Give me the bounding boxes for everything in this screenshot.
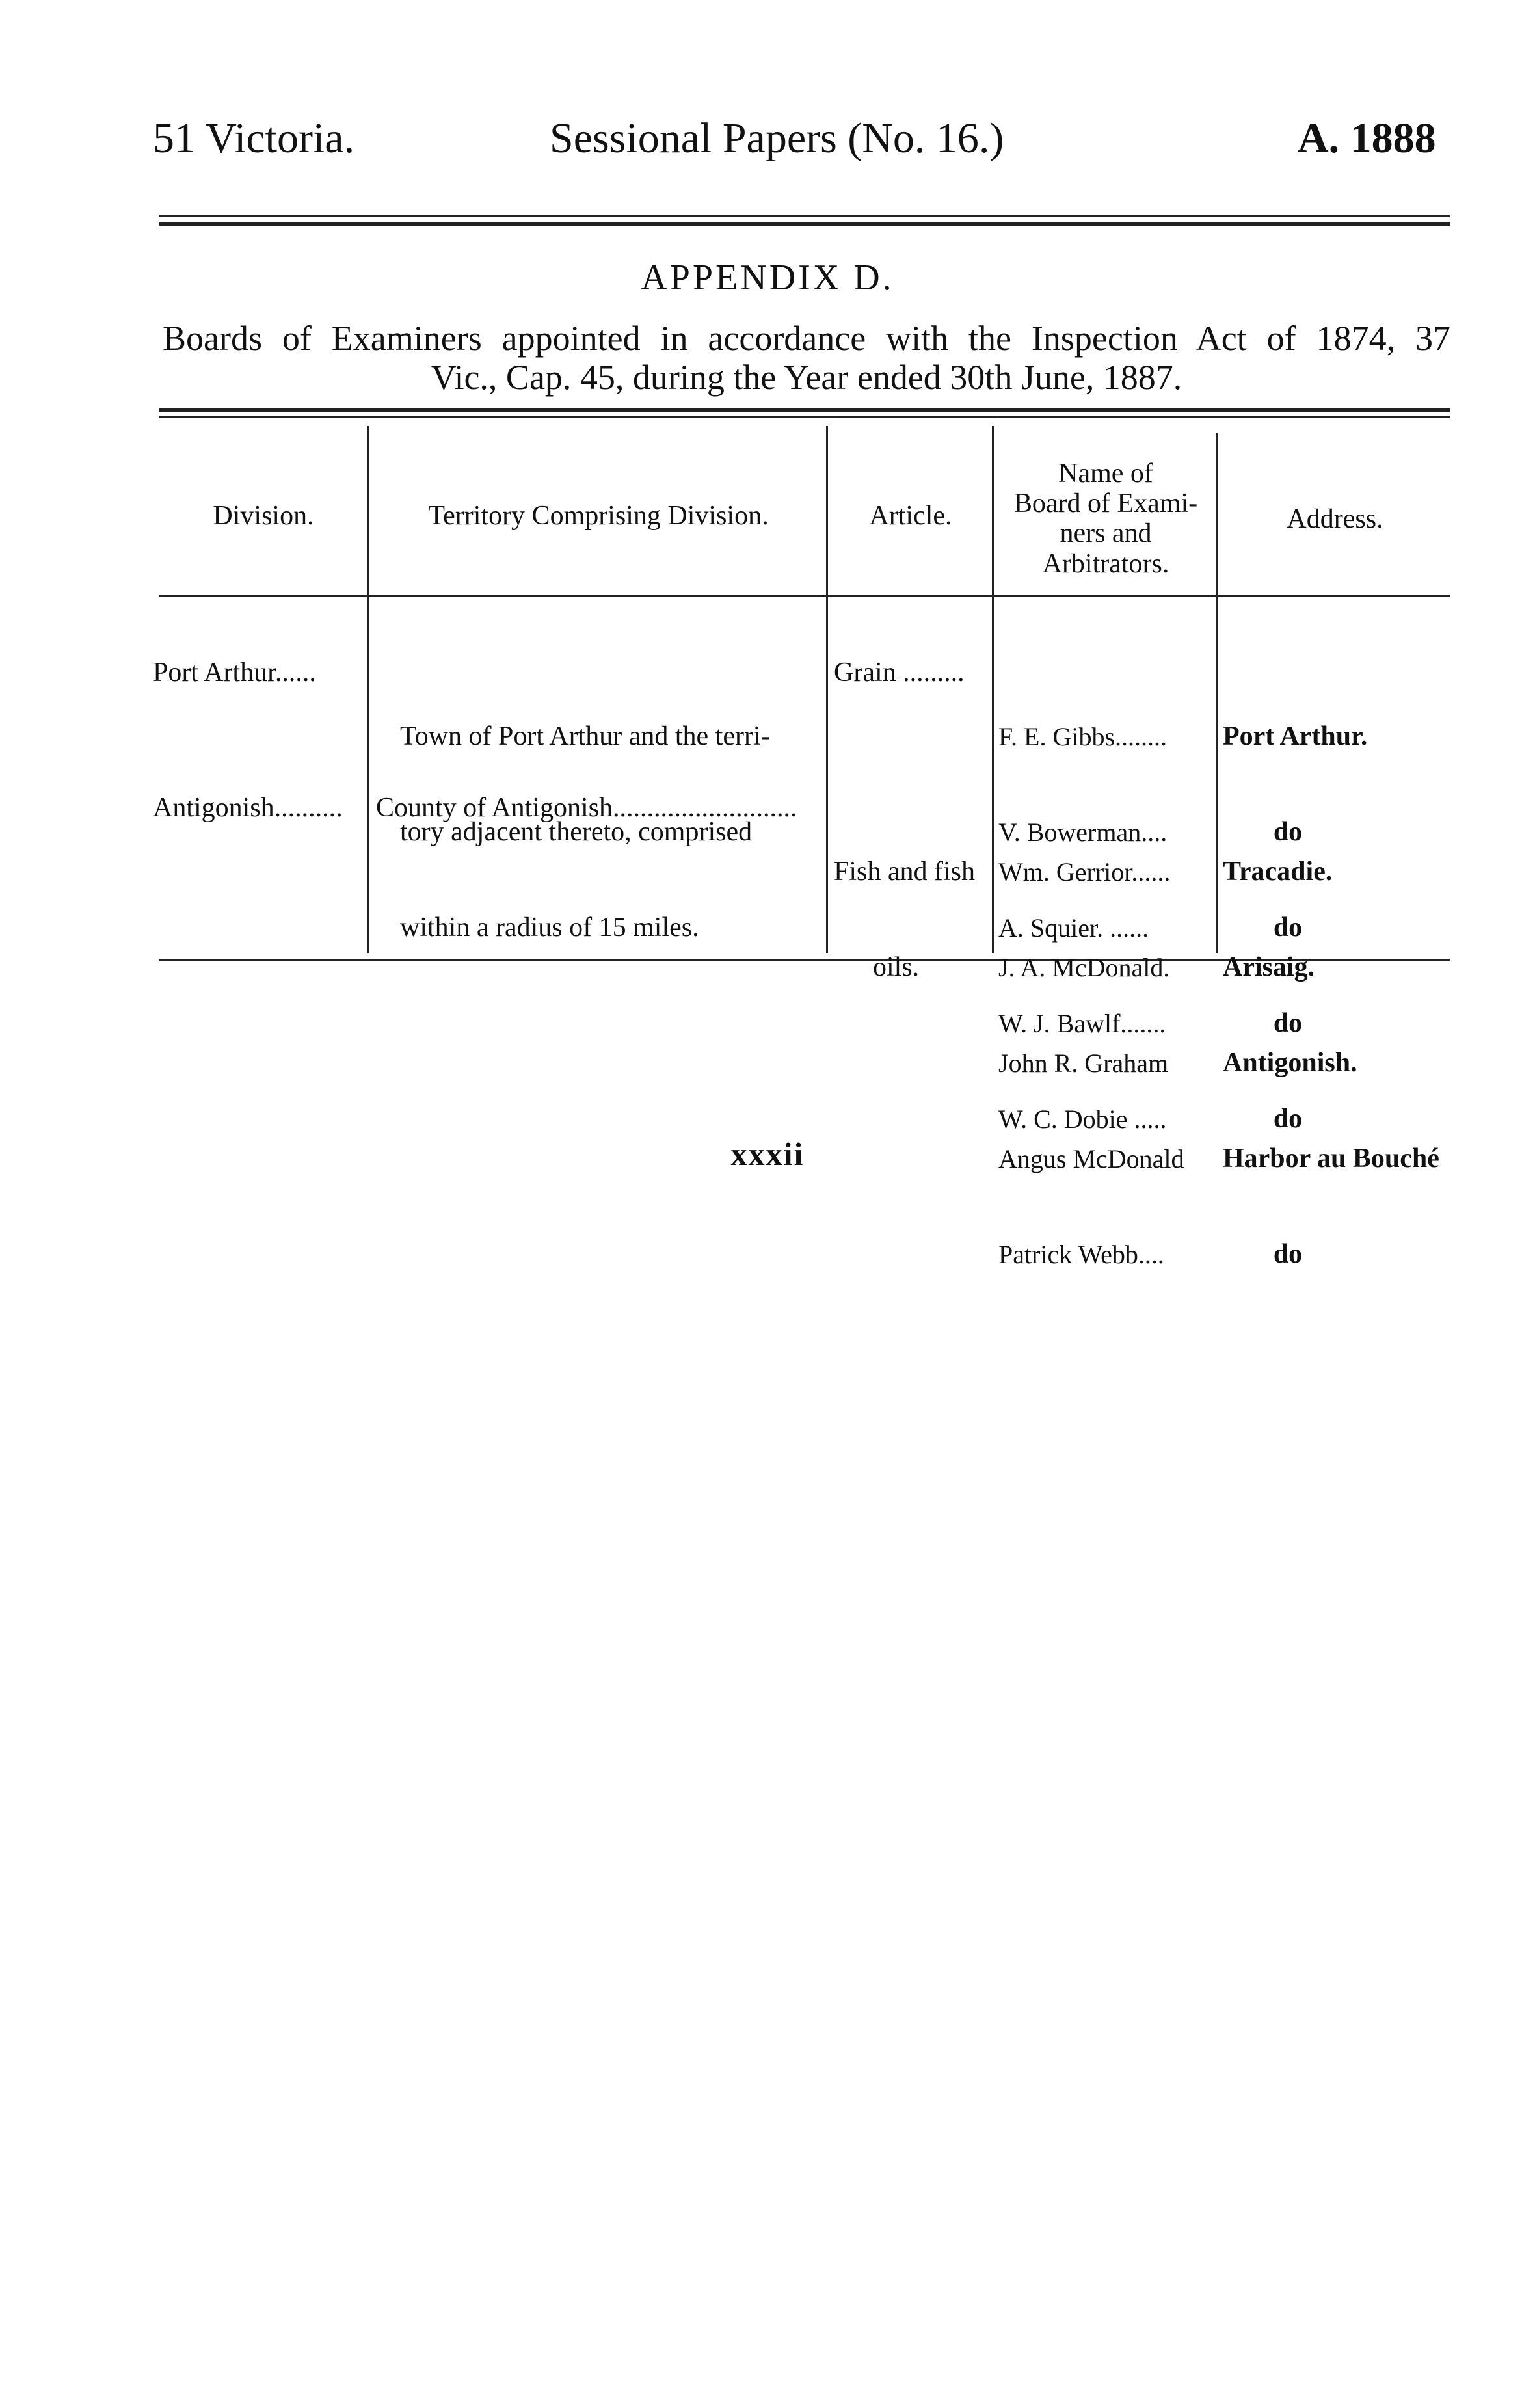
column-header-division: Division.: [213, 501, 314, 531]
row-1-name-4: W. J. Bawlf.......: [998, 1009, 1166, 1038]
caption-line-1: Boards of Examiners appointed in accordance with the Inspection Act of 1874, 37: [163, 319, 1450, 358]
column-divider-4: [1216, 433, 1218, 953]
row-2-name-5: Patrick Webb....: [998, 1240, 1164, 1269]
column-divider-2: [826, 426, 828, 953]
header-rule-top: [159, 215, 1450, 217]
column-divider-1: [367, 426, 369, 953]
row-2-territory: County of Antigonish...........................: [376, 793, 797, 823]
table-header-rule: [159, 595, 1450, 597]
row-1-name-3: A. Squier. ......: [998, 913, 1149, 943]
row-2-address-3: Antigonish.: [1223, 1048, 1357, 1078]
row-2-address-2: Arisaig.: [1223, 952, 1315, 982]
row-1-article: Grain .........: [834, 658, 965, 688]
row-2-address-1: Tracadie.: [1223, 857, 1333, 887]
row-1-name-2: V. Bowerman....: [998, 818, 1168, 847]
board-header-line-4: Arbitrators.: [1042, 548, 1169, 579]
header-left: 51 Victoria.: [153, 114, 355, 162]
header-center: Sessional Papers (No. 16.): [550, 114, 1004, 162]
row-2-name-4: Angus McDonald: [998, 1144, 1184, 1173]
row-2-article: [834, 792, 975, 1015]
column-header-address: Address.: [1287, 504, 1383, 534]
table-caption: [163, 319, 1450, 397]
appendix-title: APPENDIX D.: [641, 258, 894, 298]
board-header-line-2: Board of Exami-: [1013, 488, 1198, 519]
row-2-name-2: J. A. McDonald.: [998, 953, 1170, 982]
row-1-territory-line-2: tory adjacent thereto, comprised: [400, 817, 753, 847]
row-2-address-4: Harbor au Bouché: [1223, 1144, 1439, 1173]
row-1-address-3: do: [1273, 913, 1303, 943]
header-rule-bottom: [159, 222, 1450, 226]
row-2-names: [998, 792, 1184, 1302]
column-divider-3: [992, 426, 994, 953]
board-header-line-3: ners and: [1060, 518, 1152, 549]
row-2-address-5: do: [1273, 1239, 1303, 1269]
row-1-name-1: F. E. Gibbs........: [998, 722, 1168, 751]
row-1-territory-line-3: within a radius of 15 miles.: [400, 913, 699, 943]
row-2-name-1: Wm. Gerrior......: [998, 857, 1171, 887]
row-1-territory-line-1: Town of Port Arthur and the terri-: [400, 721, 770, 751]
row-1-address-5: do: [1273, 1104, 1303, 1134]
column-header-board: [995, 459, 1216, 579]
row-1-division: Port Arthur......: [153, 658, 316, 688]
row-2-article-line-2: oils.: [873, 952, 920, 982]
row-1-address-2: do: [1273, 817, 1303, 847]
table-top-rule-1: [159, 408, 1450, 412]
header-right: A. 1888: [1298, 114, 1436, 162]
column-header-territory: Territory Comprising Division.: [428, 501, 769, 531]
row-2-division: Antigonish..........: [153, 793, 343, 823]
column-header-article: Article.: [869, 501, 952, 531]
row-1-name-5: W. C. Dobie .....: [998, 1104, 1167, 1134]
table-top-rule-2: [159, 416, 1450, 418]
row-2-name-3: John R. Graham: [998, 1049, 1169, 1078]
row-1-address-1: Port Arthur.: [1223, 721, 1368, 751]
row-2-addresses: [1223, 792, 1447, 1302]
page-number: xxxii: [730, 1136, 805, 1172]
caption-line-2: Vic., Cap. 45, during the Year ended 30th June, 1887.: [431, 358, 1182, 397]
row-1-address-4: do: [1273, 1008, 1303, 1038]
row-2-article-line-1: Fish and fish: [834, 857, 976, 887]
board-header-line-1: Name of: [1058, 459, 1153, 488]
